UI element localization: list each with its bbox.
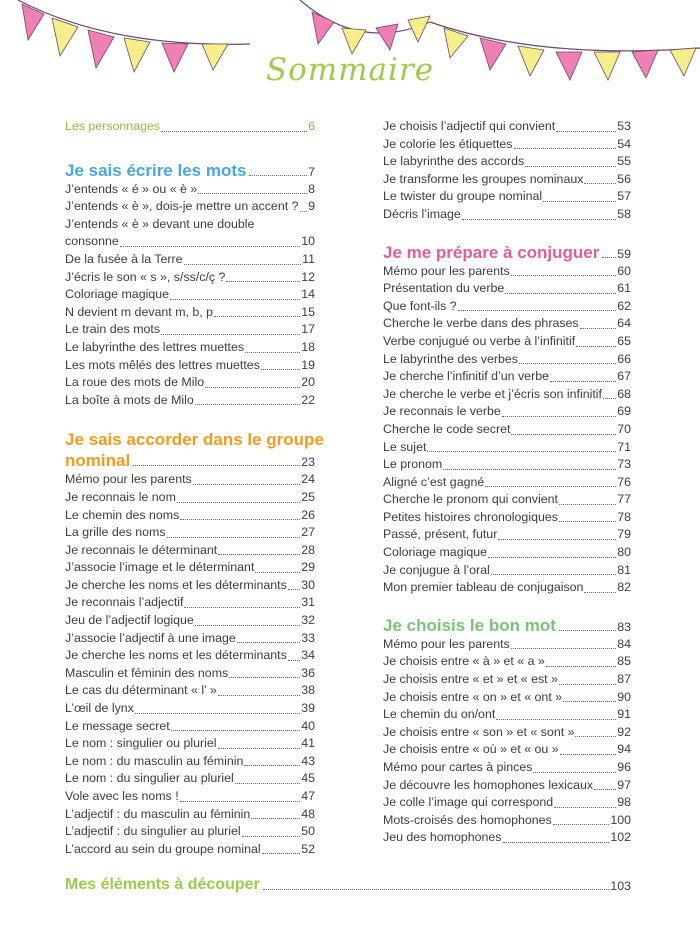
toc-entry[interactable]: Cherche le verbe dans des phrases 64 xyxy=(383,316,631,331)
toc-entry[interactable]: J’entends « é » ou « è » 8 xyxy=(65,181,315,196)
toc-entry[interactable]: Vole avec les noms ! 47 xyxy=(65,789,315,803)
toc-entry[interactable]: Mémo pour les parents 24 xyxy=(65,472,315,487)
toc-entry[interactable]: Je transforme les groupes nominaux 56 xyxy=(383,171,631,186)
toc-entry[interactable]: L’accord au sein du groupe nominal 52 xyxy=(65,841,315,856)
toc-entry[interactable]: Décris l’image 58 xyxy=(383,206,631,221)
toc-entry[interactable]: La grille des noms 27 xyxy=(65,525,315,540)
toc-entry[interactable]: J’écris le son « s », s/ss/c/ç ? 12 xyxy=(65,269,315,284)
toc-entry[interactable]: Je cherche les noms et les déterminants 30 xyxy=(65,577,315,592)
toc-entry[interactable]: Le twister du groupe nominal 57 xyxy=(383,189,631,204)
toc-entry[interactable]: De la fusée à la Terre 11 xyxy=(65,251,315,266)
flag-icon xyxy=(342,28,366,54)
toc-entry[interactable]: Je choisis entre « à » et « a » 85 xyxy=(383,654,631,669)
toc-entry[interactable]: Je colorie les étiquettes 54 xyxy=(383,136,631,151)
toc-entry[interactable]: Le cas du déterminant « l’ » 38 xyxy=(65,683,315,698)
toc-entry[interactable]: Je choisis entre « son » et « sont » 92 xyxy=(383,724,631,739)
toc-entry[interactable]: Je cherche l’infinitif d’un verbe 67 xyxy=(383,369,631,384)
flag-icon xyxy=(22,4,44,40)
toc-entry[interactable]: Le nom : singulier ou pluriel 41 xyxy=(65,736,315,751)
toc-entry[interactable]: Je cherche le verbe et j’écris son infinitif 68 xyxy=(383,386,631,401)
toc-left-column xyxy=(65,118,324,858)
toc-entry[interactable]: Le pronom 73 xyxy=(383,457,631,472)
flag-icon xyxy=(52,18,78,56)
toc-entry[interactable]: Cherche le code secret 70 xyxy=(383,421,631,436)
toc-entry[interactable]: L’adjectif : du singulier au pluriel 50 xyxy=(65,824,315,839)
toc-entry[interactable]: Passé, présent, futur 79 xyxy=(383,527,631,542)
toc-entry[interactable]: Jeu de l’adjectif logique 32 xyxy=(65,613,315,628)
toc-entry[interactable]: Le chemin du on/ont 91 xyxy=(383,707,631,722)
toc-entry[interactable]: Je colle l’image qui correspond 98 xyxy=(383,795,631,810)
toc-entry-personnages[interactable]: Les personnages 6 xyxy=(65,119,315,133)
section-accorder-groupe-nominal[interactable]: Je sais accorder dans le groupe nominal 23 xyxy=(65,430,324,471)
toc-entry[interactable]: Je découvre les homophones lexicaux 97 xyxy=(383,777,631,792)
toc-entry[interactable]: Je conjugue à l’oral 81 xyxy=(383,562,631,577)
toc-entry[interactable]: Aligné c’est gagné 76 xyxy=(383,474,631,489)
toc-entry[interactable]: Le train des mots 17 xyxy=(65,322,315,337)
toc-entry[interactable]: J’associe l’adjectif à une image 33 xyxy=(65,630,315,645)
toc-entry[interactable]: Le labyrinthe des accords 55 xyxy=(383,154,631,169)
toc-entry[interactable]: Masculin et féminin des noms 36 xyxy=(65,665,315,680)
section-elements-a-decouper[interactable]: Mes éléments à découper 103 xyxy=(65,876,631,893)
toc-entry[interactable]: Mémo pour cartes à pinces 96 xyxy=(383,760,631,774)
toc-entry[interactable]: Je cherche les noms et les déterminants 34 xyxy=(65,648,315,663)
flag-icon xyxy=(312,12,334,44)
toc-entry[interactable]: L’adjectif : du masculin au féminin 48 xyxy=(65,806,315,821)
section-ecrire-mots[interactable]: Je sais écrire les mots 7 xyxy=(65,160,315,180)
toc-entry[interactable]: La roue des mots de Milo 20 xyxy=(65,375,315,390)
toc-entry[interactable]: Coloriage magique 80 xyxy=(383,545,631,560)
toc-entry[interactable]: Mon premier tableau de conjugaison 82 xyxy=(383,580,631,595)
toc-entry[interactable]: Que font-ils ? 62 xyxy=(383,298,631,313)
toc-entry[interactable]: Je reconnais le nom 25 xyxy=(65,489,315,504)
toc-entry[interactable]: Verbe conjugué ou verbe à l’infinitif 65 xyxy=(383,333,631,348)
toc-entry[interactable]: Je choisis entre « où » et « ou » 94 xyxy=(383,742,631,757)
toc-entry[interactable]: Je reconnais l’adjectif 31 xyxy=(65,595,315,610)
toc-entry[interactable]: J’associe l’image et le déterminant 29 xyxy=(65,560,315,575)
toc-entry[interactable]: Je reconnais le déterminant 28 xyxy=(65,542,315,557)
toc-entry[interactable]: Le message secret 40 xyxy=(65,718,315,733)
toc-entry[interactable]: Le chemin des noms 26 xyxy=(65,507,315,522)
toc-entry[interactable]: J’entends « è » devant une double consonne 10 xyxy=(65,216,315,249)
toc-entry[interactable]: La boîte à mots de Milo 22 xyxy=(65,392,315,407)
toc-entry[interactable]: Je reconnais le verbe 69 xyxy=(383,404,631,419)
toc-entry[interactable]: Cherche le pronom qui convient 77 xyxy=(383,492,631,507)
toc-entry[interactable]: Présentation du verbe 61 xyxy=(383,281,631,296)
page-title: Sommaire xyxy=(265,52,435,88)
toc-entry[interactable]: L’œil de lynx 39 xyxy=(65,701,315,716)
toc-entry[interactable]: Petites histoires chronologiques 78 xyxy=(383,509,631,524)
flag-icon xyxy=(376,24,398,50)
section-bon-mot[interactable]: Je choisis le bon mot 83 xyxy=(383,615,631,635)
toc-entry[interactable]: Jeu des homophones 102 xyxy=(383,830,631,845)
toc-entry[interactable]: Je choisis entre « on » et « ont » 90 xyxy=(383,689,631,704)
toc-entry[interactable]: N devient m devant m, b, p 15 xyxy=(65,304,315,319)
section-conjuguer[interactable]: Je me prépare à conjuguer 59 xyxy=(383,242,631,262)
toc-entry[interactable]: Les mots mêlés des lettres muettes 19 xyxy=(65,357,315,372)
toc-entry[interactable]: Le nom : du masculin au féminin 43 xyxy=(65,753,315,768)
toc-right-column xyxy=(383,118,631,847)
toc-entry[interactable]: Je choisis l’adjectif qui convient 53 xyxy=(383,119,631,133)
toc-entry[interactable]: Coloriage magique 14 xyxy=(65,287,315,302)
toc-entry[interactable]: Le labyrinthe des verbes 66 xyxy=(383,351,631,366)
toc-entry[interactable]: J’entends « è », dois-je mettre un accent ? 9 xyxy=(65,199,315,214)
toc-entry[interactable]: Mots-croisés des homophones 100 xyxy=(383,812,631,827)
toc-entry[interactable]: Le sujet 71 xyxy=(383,439,631,454)
toc-entry[interactable]: Mémo pour les parents 84 xyxy=(383,636,631,651)
toc-entry[interactable]: Mémo pour les parents 60 xyxy=(383,263,631,278)
toc-entry[interactable]: Je choisis entre « et » et « est » 87 xyxy=(383,672,631,687)
toc-entry[interactable]: Le labyrinthe des lettres muettes 18 xyxy=(65,339,315,354)
toc-entry[interactable]: Le nom : du singulier au pluriel 45 xyxy=(65,771,315,786)
